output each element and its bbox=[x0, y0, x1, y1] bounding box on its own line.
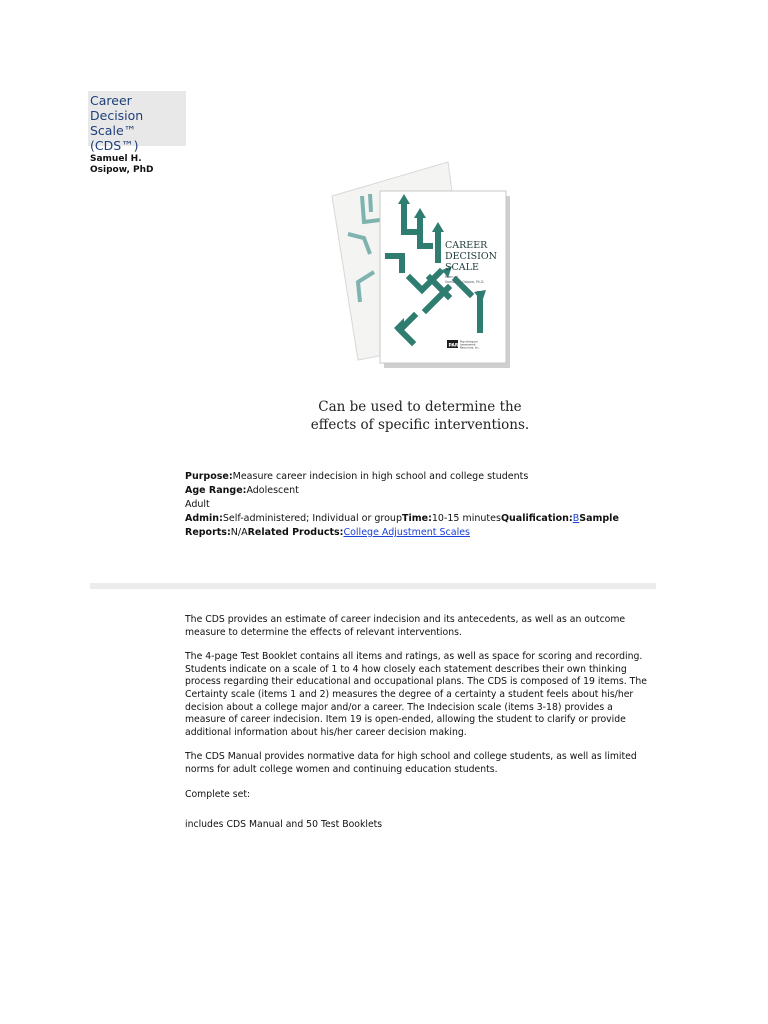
time-label: Time: bbox=[401, 513, 432, 524]
product-title-box bbox=[88, 91, 186, 175]
reports-value: N/A bbox=[230, 527, 248, 538]
cover-title-line-2: DECISION bbox=[445, 251, 497, 262]
age-row bbox=[185, 484, 645, 498]
publisher-name-1: Psychological bbox=[460, 340, 478, 344]
publisher-logo-text: PAR bbox=[448, 343, 459, 349]
cover-illustration bbox=[330, 160, 515, 370]
cover-caption: Can be used to determine the effects of specific interventions. bbox=[310, 399, 530, 433]
product-author: Samuel H. Osipow, PhD bbox=[90, 154, 154, 175]
qualification-label: Qualification: bbox=[500, 513, 573, 524]
age-range-value-2: Adult bbox=[185, 499, 210, 510]
product-description bbox=[185, 614, 655, 832]
cover-subtitle-line-2: Samuel H. Osipow, Ph.D. bbox=[445, 280, 485, 284]
reports-row bbox=[185, 526, 645, 540]
age-value-row bbox=[185, 498, 645, 512]
cover-title-line-3: SCALE bbox=[445, 262, 479, 273]
purpose-value: Measure career indecision in high school and college students bbox=[232, 471, 529, 482]
front-cover bbox=[380, 191, 506, 363]
description-paragraph-2: The 4-page Test Booklet contains all items and ratings, as well as space for scoring and recording. Students indicate on a scale of 1 to 4 how closely each statement describes their own thinking process regarding their educational and occupational plans. The CDS is composed of 19 items. The Certainty scale (items 1 and 2) measures the degree of a certainty a student feels about his/her decision about a college major and/or a career. The Indecision scale (items 3-18) provides a measure of career indecision. Item 19 is open-ended, allowing the student to clarify or provide additional information about his/her career decision making. bbox=[185, 651, 647, 738]
admin-label: Admin: bbox=[185, 513, 223, 524]
sample-label: Sample bbox=[579, 513, 619, 524]
related-products-label: Related Products: bbox=[247, 527, 344, 538]
purpose-row bbox=[185, 470, 645, 484]
related-products-link[interactable]: College Adjustment Scales bbox=[343, 527, 471, 538]
admin-value: Self-administered; Individual or group bbox=[222, 513, 402, 524]
time-value: 10-15 minutes bbox=[431, 513, 501, 524]
manual-cover-image bbox=[330, 160, 515, 374]
description-paragraph-3: The CDS Manual provides normative data for high school and college students, as well as limited norms for adult college women and continuing education students. bbox=[185, 751, 637, 775]
purpose-label: Purpose: bbox=[185, 471, 233, 482]
product-info bbox=[185, 470, 645, 540]
complete-set-heading: Complete set: bbox=[185, 788, 251, 800]
qualification-link[interactable]: B bbox=[572, 513, 580, 524]
age-range-label: Age Range: bbox=[185, 485, 247, 496]
publisher-name-3: Resources, Inc. bbox=[460, 346, 480, 350]
reports-label: Reports: bbox=[185, 527, 231, 538]
age-range-value-1: Adolescent bbox=[246, 485, 299, 496]
cover-subtitle-line-1: Manual bbox=[445, 275, 458, 279]
section-divider bbox=[90, 583, 656, 589]
complete-set-contents: includes CDS Manual and 50 Test Booklets bbox=[185, 819, 383, 831]
admin-row bbox=[185, 512, 645, 526]
product-title: Career Decision Scale™ (CDS™) bbox=[90, 93, 144, 153]
publisher-name-2: Assessment bbox=[460, 343, 476, 347]
description-paragraph-1: The CDS provides an estimate of career indecision and its antecedents, as well as an outcome measure to determine the effects of relevant interventions. bbox=[185, 614, 626, 638]
cover-title-line-1: CAREER bbox=[445, 240, 488, 251]
